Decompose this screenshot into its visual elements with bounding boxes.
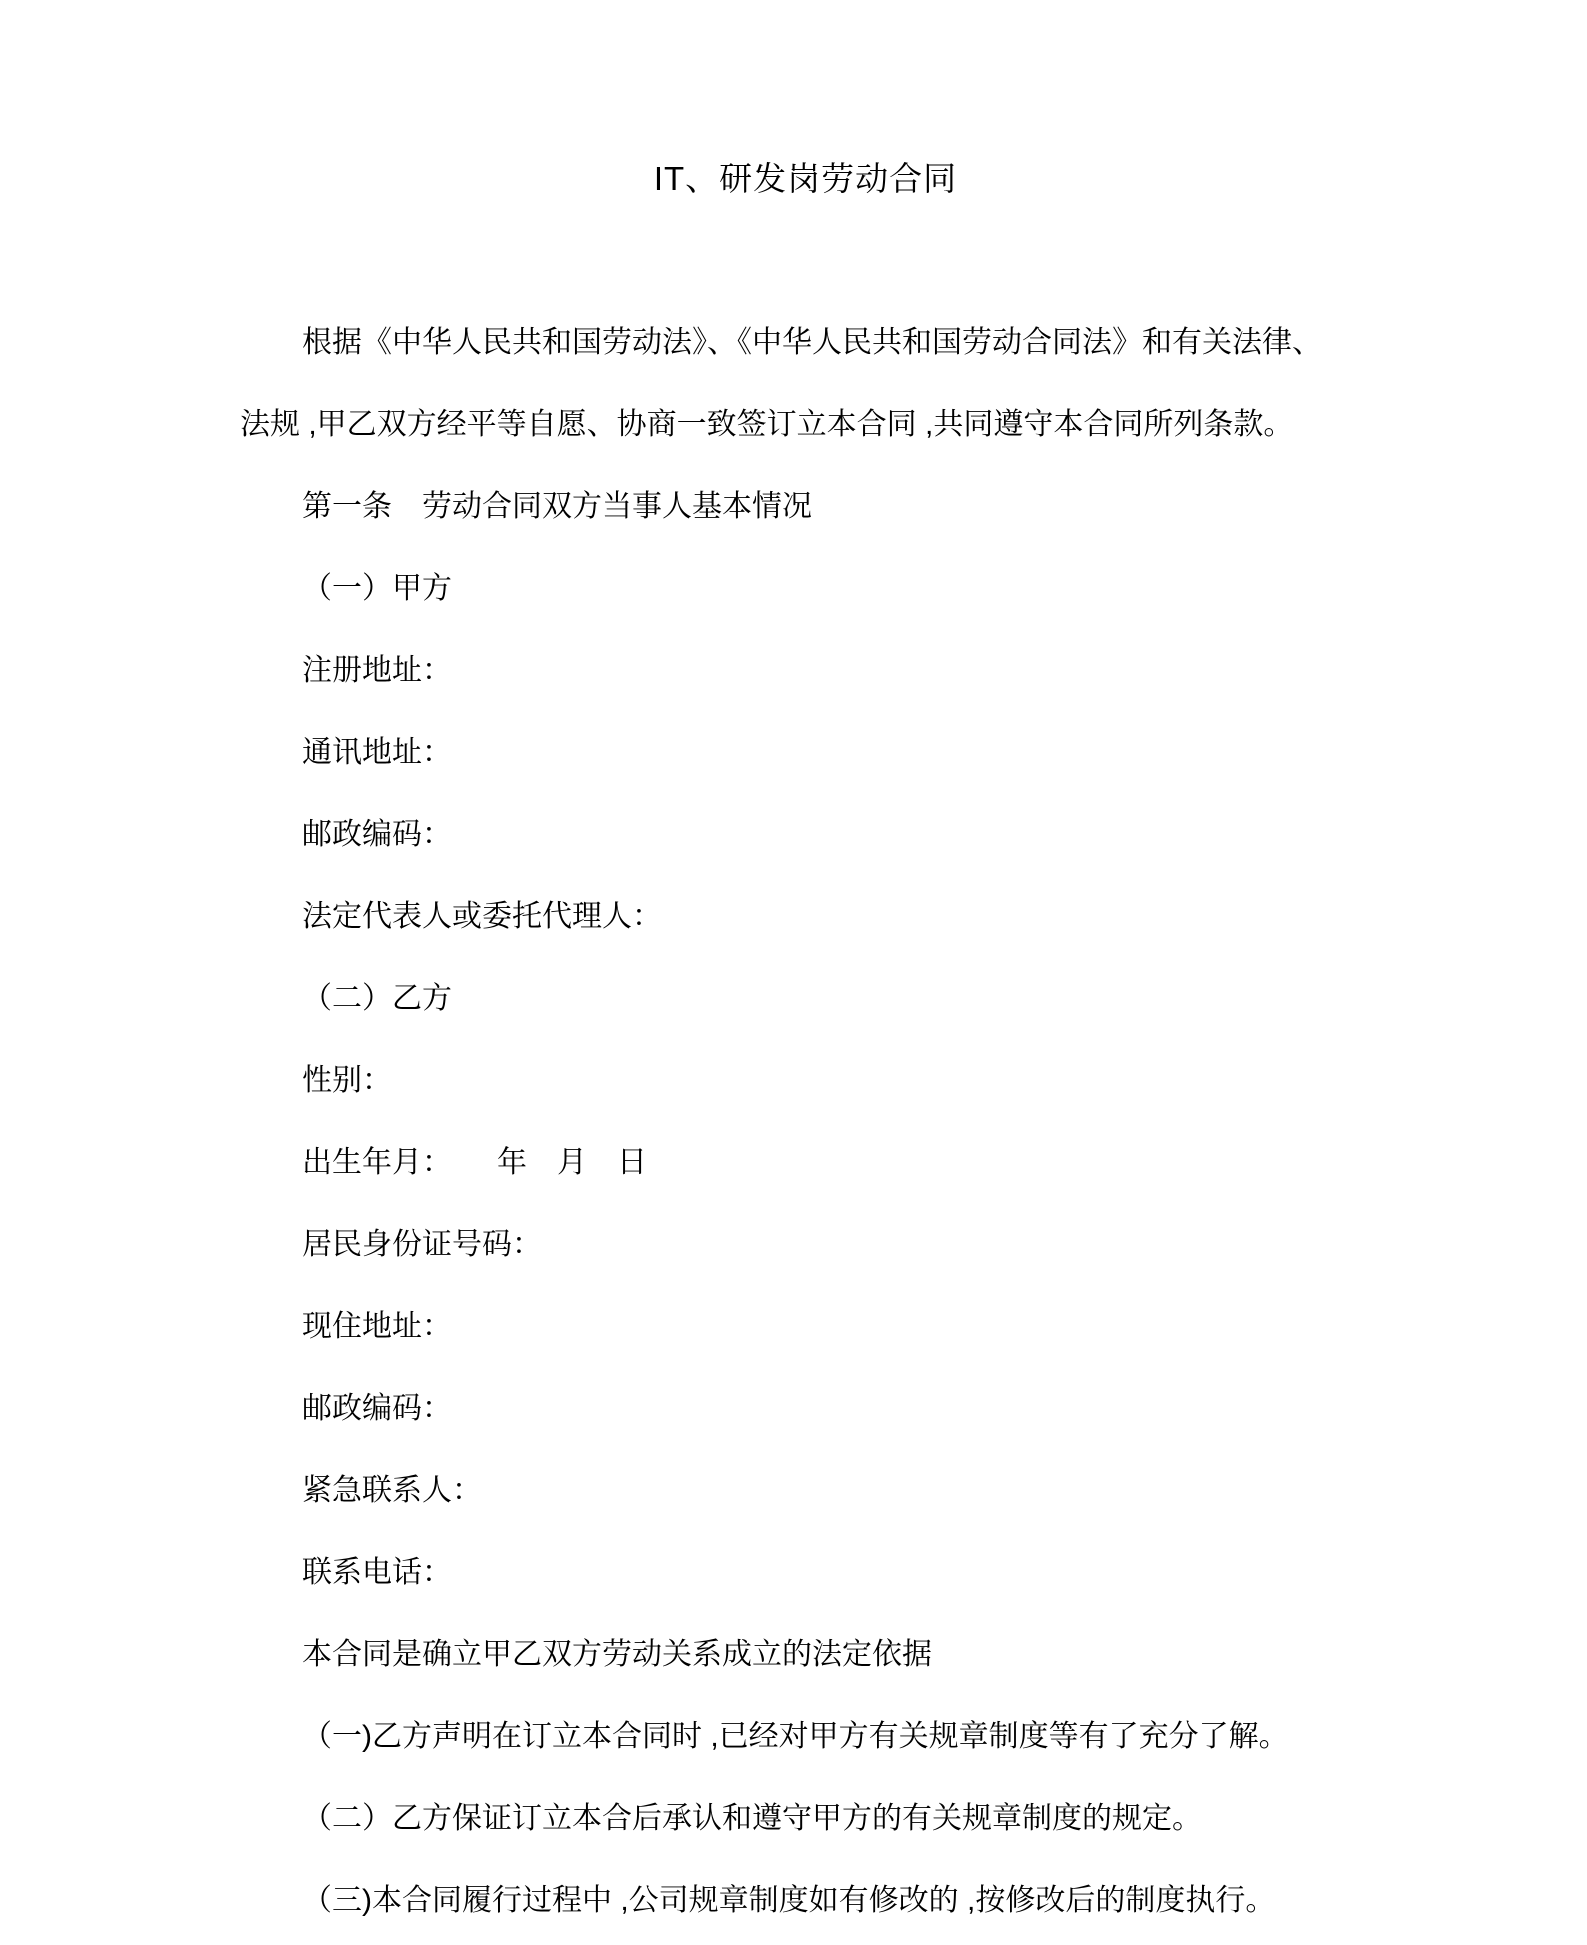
document-line: 注册地址：	[302, 654, 452, 687]
document-line: 联系电话：	[302, 1556, 452, 1589]
document-line: 法定代表人或委托代理人：	[302, 900, 662, 933]
document-line: 第一条 劳动合同双方当事人基本情况	[302, 490, 812, 523]
document-line: （一)乙方声明在订立本合同时 ,已经对甲方有关规章制度等有了充分了解。	[302, 1720, 1289, 1753]
document-line: 通讯地址：	[302, 736, 452, 769]
document-line: 邮政编码：	[302, 818, 452, 851]
document-line: （一）甲方	[302, 572, 452, 605]
document-title: IT、研发岗劳动合同	[653, 160, 958, 197]
document-line: 本合同是确立甲乙双方劳动关系成立的法定依据	[302, 1638, 932, 1671]
document-line: （三)本合同履行过程中 ,公司规章制度如有修改的 ,按修改后的制度执行。	[302, 1884, 1276, 1917]
document-body	[240, 302, 1371, 1942]
document-line: （二）乙方	[302, 982, 452, 1015]
document-line: （二）乙方保证订立本合后承认和遵守甲方的有关规章制度的规定。	[302, 1802, 1202, 1835]
document-line: 居民身份证号码：	[302, 1228, 542, 1261]
document-line: 紧急联系人：	[302, 1474, 482, 1507]
document-line: 出生年月： 年 月 日	[302, 1146, 647, 1179]
document-line: 邮政编码：	[302, 1392, 452, 1425]
document-line: 性别：	[302, 1064, 392, 1097]
document-line: 法规 ,甲乙双方经平等自愿、协商一致签订立本合同 ,共同遵守本合同所列条款。	[240, 408, 1294, 441]
document-line: 现住地址：	[302, 1310, 452, 1343]
document-line: 根据《中华人民共和国劳动法》、《中华人民共和国劳动合同法》和有关法律、	[302, 326, 1322, 359]
